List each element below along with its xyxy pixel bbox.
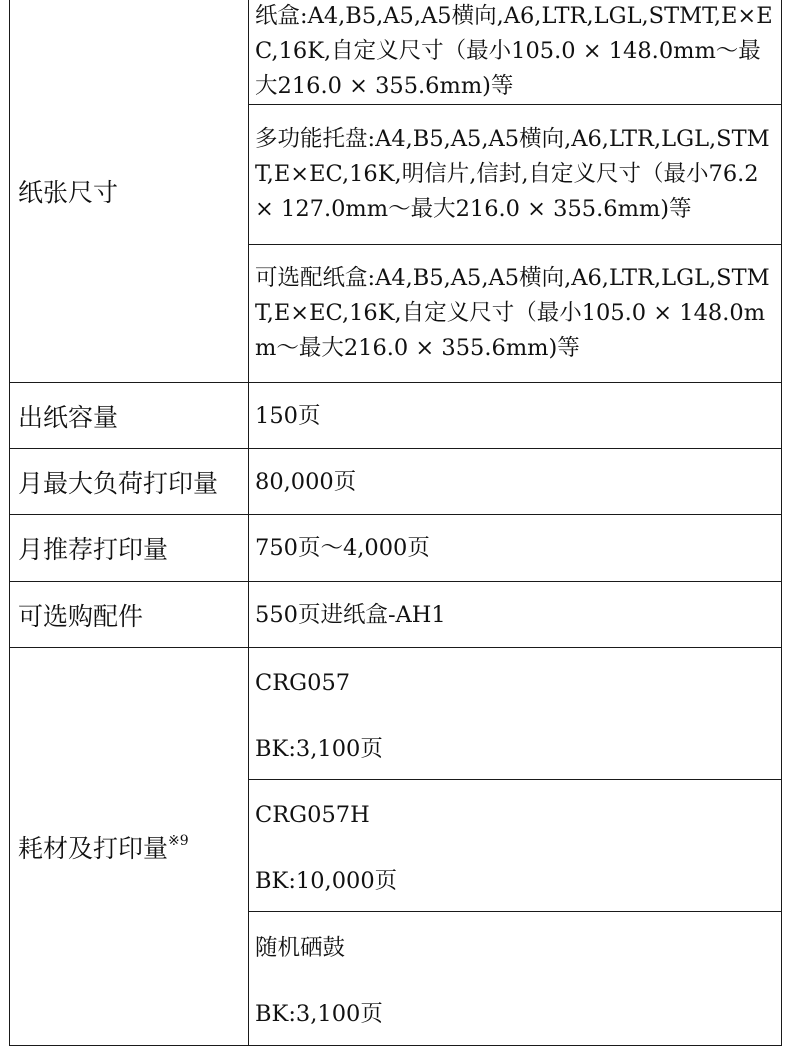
table-row [10, 383, 782, 449]
output-capacity-value: 150页 [249, 383, 782, 449]
paper-size-multipurpose-tray: 多功能托盘:A4,B5,A5,A5横向,A6,LTR,LGL,STMT,E×EC,16K,明信片,信封,自定义尺寸（最小76.2 × 127.0mm～最大216.0 × 355.6mm)等 [249, 105, 782, 245]
consumables-label [10, 648, 249, 1046]
max-monthly-duty-label: 月最大负荷打印量 [10, 449, 249, 515]
consumable-yield: BK:10,000页 [255, 867, 398, 894]
optional-accessories-label: 可选购配件 [10, 582, 249, 648]
table-row [10, 515, 782, 582]
consumable-item [249, 912, 782, 1046]
consumable-yield: BK:3,100页 [255, 1000, 383, 1027]
consumable-item [249, 780, 782, 912]
consumables-label-text: 耗材及打印量 [18, 833, 169, 863]
table-row [10, 449, 782, 515]
paper-size-cassette: 纸盒:A4,B5,A5,A5横向,A6,LTR,LGL,STMT,E×EC,16K,自定义尺寸（最小105.0 × 148.0mm～最大216.0 × 355.6mm)等 [249, 0, 782, 105]
consumable-item [249, 648, 782, 780]
table-row [10, 648, 782, 780]
consumable-name: 随机硒鼓 [255, 934, 346, 961]
spec-table [9, 0, 782, 1046]
consumable-name: CRG057H [255, 801, 370, 828]
table-row [10, 0, 782, 105]
max-monthly-duty-value: 80,000页 [249, 449, 782, 515]
footnote-mark: ※9 [168, 833, 189, 850]
paper-size-label: 纸张尺寸 [10, 0, 249, 383]
optional-accessories-value: 550页进纸盒-AH1 [249, 582, 782, 648]
recommended-monthly-label: 月推荐打印量 [10, 515, 249, 582]
table-row [10, 582, 782, 648]
paper-size-optional-cassette: 可选配纸盒:A4,B5,A5,A5横向,A6,LTR,LGL,STMT,E×EC,16K,自定义尺寸（最小105.0 × 148.0mm～最大216.0 × 355.6mm)等 [249, 245, 782, 383]
consumable-name: CRG057 [255, 669, 351, 696]
recommended-monthly-value: 750页～4,000页 [249, 515, 782, 582]
output-capacity-label: 出纸容量 [10, 383, 249, 449]
consumable-yield: BK:3,100页 [255, 735, 383, 762]
